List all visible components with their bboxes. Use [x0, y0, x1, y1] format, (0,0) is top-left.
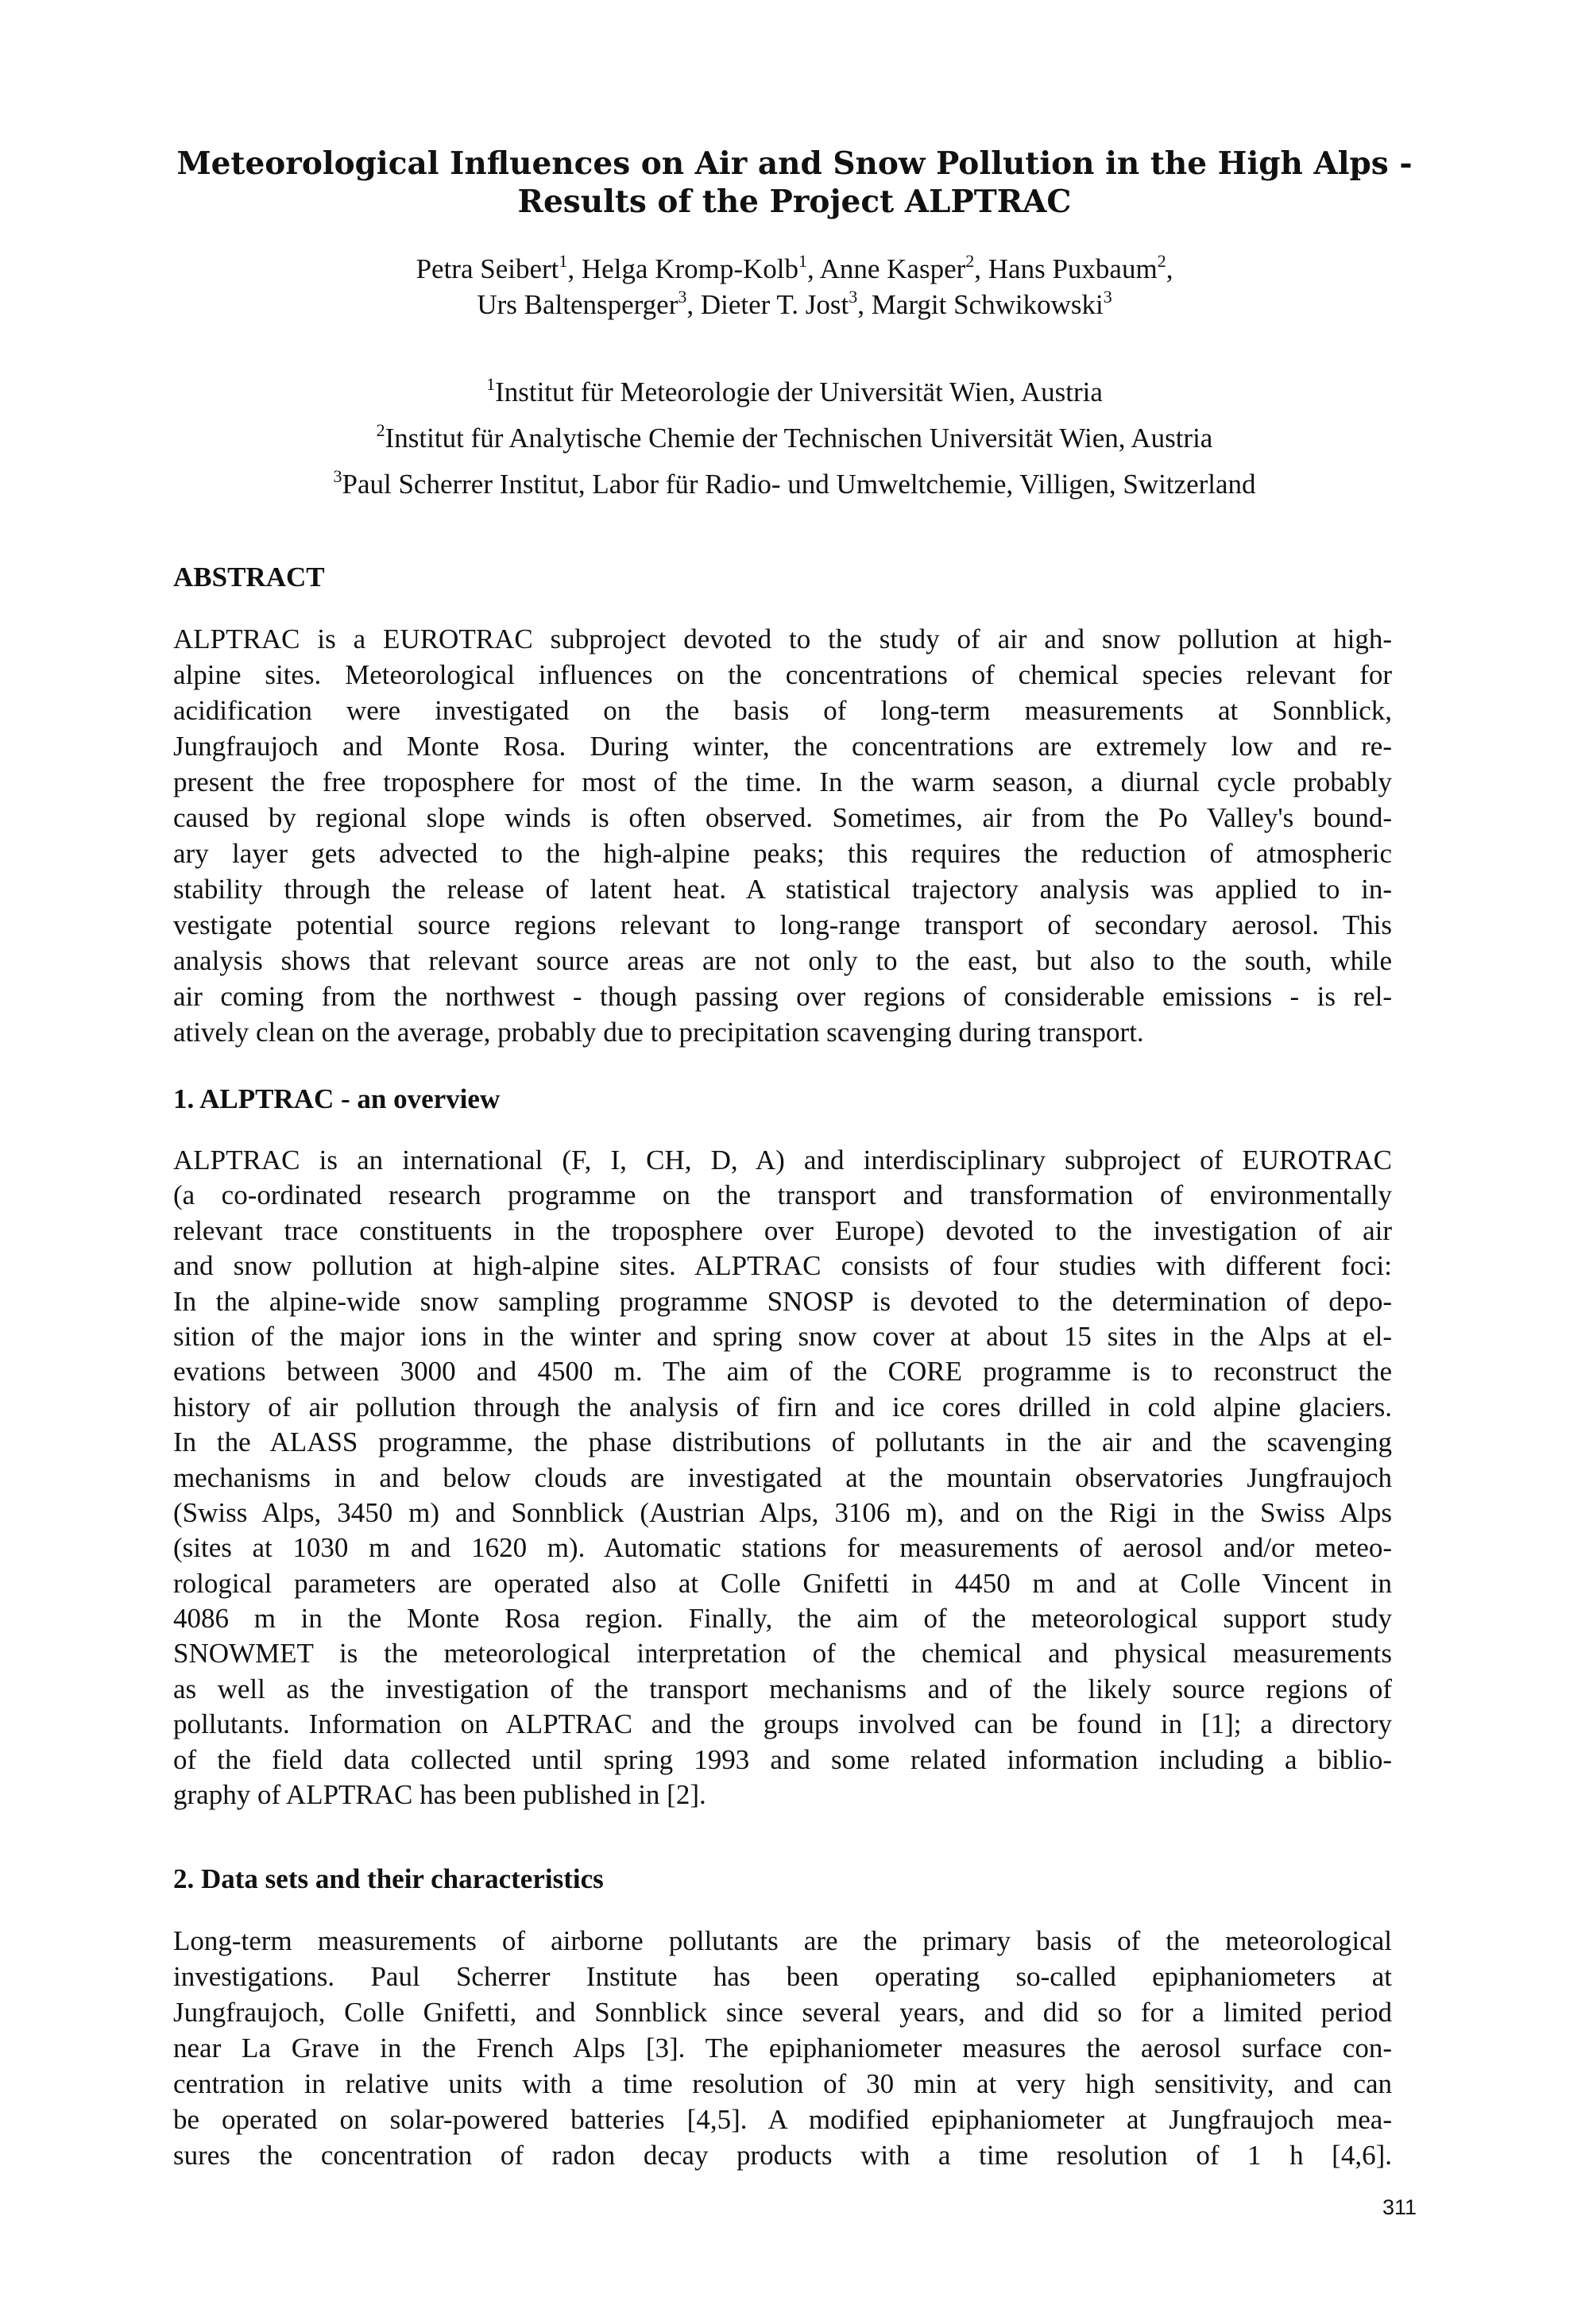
text-line: analysis shows that relevant source areas are not only to the east, but also to the south, while: [173, 945, 1392, 976]
text-line: relevant trace constituents in the troposphere over Europe) devoted to the investigation of air: [173, 1214, 1392, 1246]
text-line: present the free troposphere for most of the time. In the warm season, a diurnal cycle probably: [173, 766, 1392, 797]
page-number: 311: [1382, 2195, 1417, 2219]
affiliation-marker: 1: [798, 251, 808, 271]
author-name: Anne Kasper: [819, 253, 966, 284]
affiliation-marker: 3: [678, 287, 687, 307]
text-line: investigations. Paul Scherrer Institute has been operating so-called epiphaniometers at: [173, 1961, 1392, 1992]
section-2-text: [173, 1923, 1392, 2173]
text-line: as well as the investigation of the transport mechanisms and of the likely source regions of: [173, 1673, 1392, 1704]
author-name: Urs Baltensperger: [477, 289, 679, 320]
text-line: vestigate potential source regions relevant to long-range transport of secondary aerosol. This: [173, 909, 1392, 940]
text-line: stability through the release of latent heat. A statistical trajectory analysis was applied to in-: [173, 874, 1392, 905]
text-line: (a co-ordinated research programme on the transport and transformation of environmentally: [173, 1179, 1392, 1211]
affiliation-text: Paul Scherrer Institut, Labor für Radio- und Umweltchemie, Villigen, Switzerland: [342, 469, 1256, 500]
author-list: [0, 251, 1589, 322]
affiliation: [0, 457, 1589, 504]
affiliation: [0, 411, 1589, 457]
text-line: caused by regional slope winds is often observed. Sometimes, air from the Po Valley's bound-: [173, 802, 1392, 833]
separator: ,: [567, 253, 582, 284]
affiliations: [0, 365, 1589, 504]
section-1-text: [173, 1143, 1392, 1812]
text-line: ALPTRAC is an international (F, I, CH, D, A) and interdisciplinary subproject of EUROTRAC: [173, 1145, 1392, 1176]
author-name: Margit Schwikowski: [871, 289, 1104, 320]
text-line: In the alpine-wide snow sampling programme SNOSP is devoted to the determination of depo-: [173, 1285, 1392, 1317]
text-line: ALPTRAC is a EUROTRAC subproject devoted to the study of air and snow pollution at high-: [173, 623, 1392, 654]
affiliation-marker: 2: [376, 420, 385, 440]
affiliation-marker: 3: [849, 287, 858, 307]
text-line: sition of the major ions in the winter and spring snow cover at about 15 sites in the Alps at el-: [173, 1320, 1392, 1352]
text-line: SNOWMET is the meteorological interpretation of the chemical and physical measurements: [173, 1638, 1392, 1670]
separator: ,: [807, 253, 820, 284]
text-line: ary layer gets advected to the high-alpine peaks; this requires the reduction of atmospheric: [173, 838, 1392, 869]
text-line: of the field data collected until spring 1993 and some related information including a biblio-: [173, 1743, 1392, 1775]
affiliation: [0, 365, 1589, 411]
text-line: Long-term measurements of airborne pollutants are the primary basis of the meteorological: [173, 1925, 1392, 1956]
text-line: air coming from the northwest - though passing over regions of considerable emissions - is rel-: [173, 981, 1392, 1012]
separator: ,: [974, 253, 988, 284]
text-line: graphy of ALPTRAC has been published in [2].: [173, 1779, 706, 1811]
author-line: [0, 287, 1589, 322]
author-name: Petra Seibert: [416, 253, 559, 284]
abstract-text: [173, 621, 1392, 1050]
separator: ,: [1166, 253, 1173, 284]
text-line: sures the concentration of radon decay products with a time resolution of 1 h [4,6].: [173, 2140, 1392, 2171]
affiliation-text: Institut für Meteorologie der Universität Wien, Austria: [495, 376, 1103, 407]
author-name: Hans Puxbaum: [988, 253, 1158, 284]
title-line: Results of the Project ALPTRAC: [517, 183, 1072, 220]
separator: ,: [686, 289, 701, 320]
text-line: rological parameters are operated also at Colle Gnifetti in 4450 m and at Colle Vincent in: [173, 1567, 1392, 1599]
section-1-heading: 1. ALPTRAC - an overview: [173, 1083, 501, 1114]
author-line: [0, 251, 1589, 287]
text-line: centration in relative units with a time resolution of 30 min at very high sensitivity, and can: [173, 2068, 1392, 2099]
text-line: alpine sites. Meteorological influences on the concentrations of chemical species relevant for: [173, 659, 1392, 690]
text-line: In the ALASS programme, the phase distributions of pollutants in the air and the scavenging: [173, 1426, 1392, 1458]
affiliation-marker: 3: [1103, 287, 1112, 307]
text-line: history of air pollution through the analysis of firn and ice cores drilled in cold alpine glaciers.: [173, 1391, 1392, 1423]
text-line: 4086 m in the Monte Rosa region. Finally, the aim of the meteorological support study: [173, 1603, 1392, 1635]
text-line: and snow pollution at high-alpine sites. ALPTRAC consists of four studies with different foci:: [173, 1250, 1392, 1282]
text-line: Jungfraujoch and Monte Rosa. During winter, the concentrations are extremely low and re-: [173, 731, 1392, 762]
text-line: near La Grave in the French Alps [3]. The epiphaniometer measures the aerosol surface con-: [173, 2033, 1392, 2063]
affiliation-marker: 2: [965, 251, 975, 271]
affiliation-marker: 3: [333, 466, 342, 486]
text-line: mechanisms in and below clouds are investigated at the mountain observatories Jungfraujoch: [173, 1461, 1392, 1493]
separator: ,: [857, 289, 872, 320]
text-line: evations between 3000 and 4500 m. The aim of the CORE programme is to reconstruct the: [173, 1356, 1392, 1388]
author-name: Helga Kromp-Kolb: [581, 253, 799, 284]
affiliation-marker: 2: [1157, 251, 1166, 271]
section-2-heading: 2. Data sets and their characteristics: [173, 1863, 604, 1894]
affiliation-text: Institut für Analytische Chemie der Technischen Universität Wien, Austria: [385, 423, 1213, 454]
affiliation-marker: 1: [559, 251, 568, 271]
author-name: Dieter T. Jost: [700, 289, 849, 320]
text-line: (sites at 1030 m and 1620 m). Automatic stations for measurements of aerosol and/or meteo-: [173, 1532, 1392, 1564]
text-line: acidification were investigated on the basis of long-term measurements at Sonnblick,: [173, 695, 1392, 726]
text-line: (Swiss Alps, 3450 m) and Sonnblick (Austrian Alps, 3106 m), and on the Rigi in the Swiss Alps: [173, 1496, 1392, 1528]
text-line: atively clean on the average, probably due to precipitation scavenging during transport.: [173, 1017, 1144, 1048]
affiliation-marker: 1: [486, 374, 496, 394]
text-line: pollutants. Information on ALPTRAC and the groups involved can be found in [1]; a directory: [173, 1708, 1392, 1740]
paper-title: [0, 145, 1589, 221]
abstract-heading: ABSTRACT: [173, 562, 325, 593]
title-line: Meteorological Influences on Air and Snow Pollution in the High Alps -: [176, 145, 1413, 182]
text-line: be operated on solar-powered batteries [4,5]. A modified epiphaniometer at Jungfraujoch mea-: [173, 2104, 1392, 2135]
text-line: Jungfraujoch, Colle Gnifetti, and Sonnblick since several years, and did so for a limited period: [173, 1997, 1392, 2028]
